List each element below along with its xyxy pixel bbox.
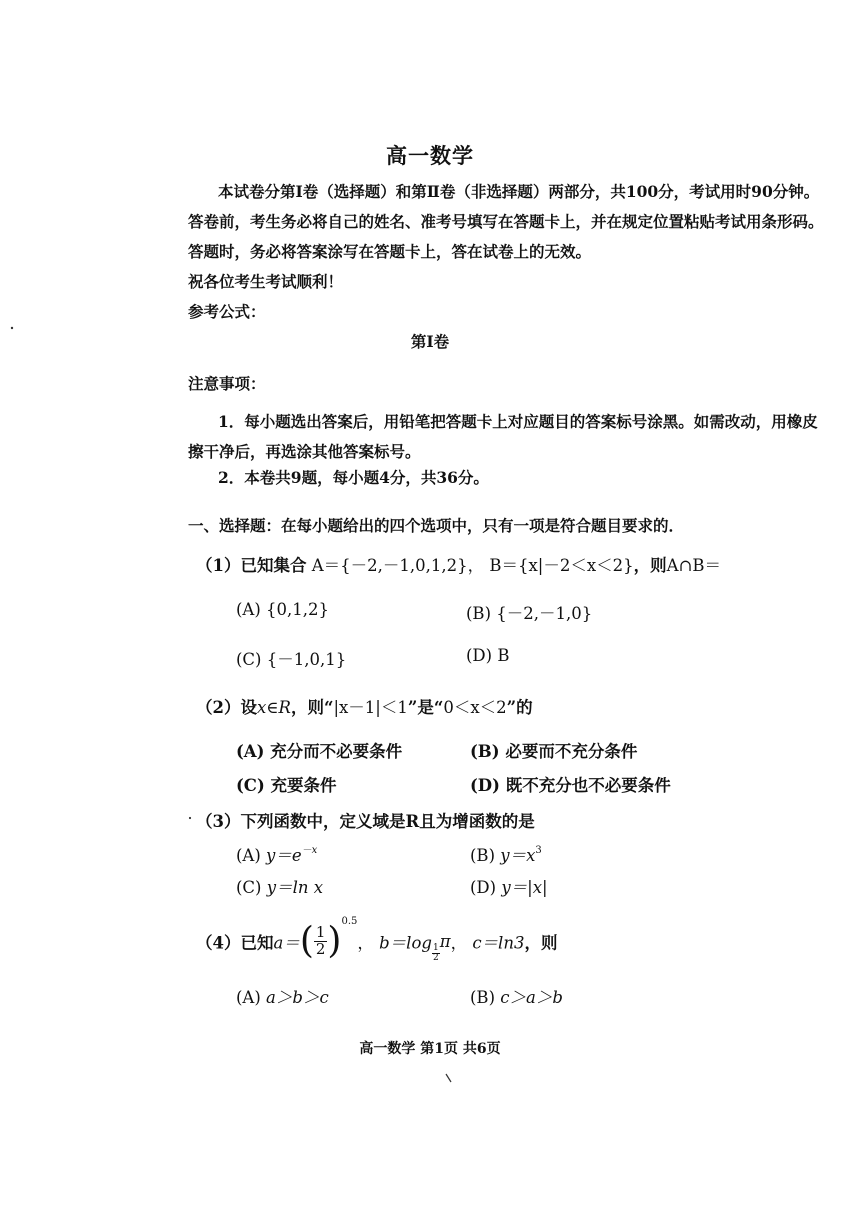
- question-stem: 已知: [240, 933, 274, 953]
- option-label: (D): [470, 776, 500, 795]
- a-lhs: a＝: [273, 933, 300, 953]
- log-base-numerator: 1: [432, 943, 439, 953]
- a-exponent: 0.5: [341, 916, 358, 927]
- notice-item-1-line-1: 1．每小题选出答案后，用铅笔把答题卡上对应题目的答案标号涂黑。如需改动，用橡皮: [218, 412, 818, 431]
- expression-1: |x－1|＜1: [333, 698, 408, 717]
- option-text: 充分而不必要条件: [270, 742, 403, 761]
- intro-line-2: 答卷前，考生务必将自己的姓名、准考号填写在答题卡上，并在规定位置粘贴考试用条形码。: [188, 212, 824, 231]
- option-text: y＝|x|: [501, 878, 548, 897]
- question-stem-part: ”是“: [407, 698, 444, 717]
- scan-speck: [11, 327, 13, 329]
- question-number: （1）: [196, 556, 241, 575]
- question-stem-tail: ”的: [506, 698, 533, 717]
- question-number: （2）: [196, 698, 241, 717]
- option-base: y＝x: [500, 846, 536, 865]
- page-footer: 高一数学 第1页 共6页: [359, 1041, 501, 1057]
- option-text: 既不充分也不必要条件: [505, 776, 671, 795]
- question-stem: 下列函数中，定义域是R且为增函数的是: [240, 812, 535, 831]
- question-stem-tail: ，则: [633, 556, 667, 575]
- page-title: 高一数学: [386, 143, 474, 168]
- question-number: （4）: [196, 933, 241, 953]
- question-number: （3）: [196, 812, 241, 831]
- intro-line-4: 祝各位考生考试顺利！: [188, 272, 344, 291]
- question-stem-tail: ，则: [524, 933, 558, 953]
- section-heading: 一、选择题：在每小题给出的四个选项中，只有一项是符合题目要求的．: [188, 516, 685, 535]
- notice-item-1-line-2: 擦干净后，再选涂其他答案标号。: [188, 442, 421, 461]
- option-label: (C): [236, 650, 262, 669]
- question-ask: A∩B＝: [666, 556, 722, 575]
- option-exponent: －x: [301, 845, 318, 856]
- option-label: (B): [470, 742, 500, 761]
- separator: ，: [357, 933, 374, 953]
- question-stem-part: ，则“: [290, 698, 334, 717]
- set-a-expression: A＝{－2,－1,0,1,2}: [311, 556, 468, 575]
- separator: ，: [467, 556, 485, 575]
- scan-speck: [446, 1074, 451, 1082]
- option-text: B: [497, 646, 510, 665]
- option-text: {－2,－1,0}: [496, 604, 593, 623]
- reference-formula-label: 参考公式：: [188, 302, 266, 321]
- option-label: (B): [466, 604, 491, 623]
- log-base-denominator: 2: [432, 953, 439, 963]
- option-label: (B): [470, 846, 495, 865]
- fraction-denominator: 2: [315, 940, 326, 958]
- option-label: (C): [236, 878, 262, 897]
- c-expression: c＝ln3: [472, 933, 525, 953]
- scan-speck: [189, 817, 191, 819]
- option-label: (A): [236, 600, 261, 619]
- option-text: 充要条件: [270, 776, 337, 795]
- option-text: {0,1,2}: [266, 600, 330, 619]
- volume-title: 第Ⅰ卷: [410, 332, 450, 351]
- question-stem: 设: [240, 698, 257, 717]
- condition-expression: x∈R: [256, 698, 291, 717]
- expression-2: 0＜x＜2: [443, 698, 507, 717]
- option-label: (D): [466, 646, 493, 665]
- right-paren: ): [327, 920, 342, 962]
- option-label: (A): [236, 988, 261, 1007]
- option-text: 必要而不充分条件: [505, 742, 638, 761]
- option-label: (C): [236, 776, 265, 795]
- separator: ，: [450, 933, 468, 953]
- intro-line-1: 本试卷分第Ⅰ卷（选择题）和第Ⅱ卷（非选择题）两部分，共100分，考试用时90分钟。: [218, 182, 820, 201]
- option-text: {－1,0,1}: [266, 650, 347, 669]
- question-stem: 已知集合: [240, 556, 307, 575]
- intro-line-3: 答题时，务必将答案涂写在答题卡上，答在试卷上的无效。: [188, 242, 592, 261]
- notice-label: 注意事项：: [188, 374, 266, 393]
- option-text: a＞b＞c: [266, 988, 329, 1007]
- notice-item-2: 2．本卷共9题，每小题4分，共36分。: [218, 468, 489, 487]
- option-text: c＞a＞b: [500, 988, 563, 1007]
- option-label: (B): [470, 988, 495, 1007]
- b-lhs: b＝log: [379, 933, 432, 953]
- left-paren: (: [299, 920, 314, 962]
- set-b-expression: B＝{x|－2＜x＜2}: [489, 556, 634, 575]
- option-exponent: 3: [535, 845, 542, 856]
- log-argument: π: [439, 932, 451, 951]
- option-label: (A): [236, 742, 265, 761]
- fraction-numerator: 1: [315, 923, 326, 942]
- option-text: y＝ln x: [266, 878, 324, 897]
- option-label: (A): [236, 846, 261, 865]
- option-label: (D): [470, 878, 497, 897]
- option-base: y＝e: [266, 846, 302, 865]
